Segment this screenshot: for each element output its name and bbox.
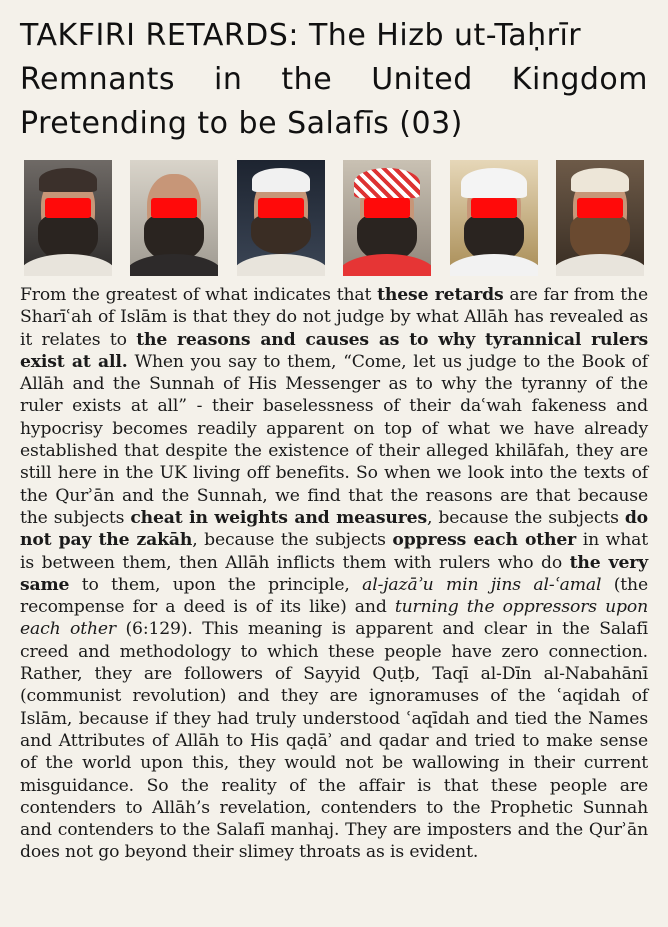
body-text: From the greatest of what indicates that <box>20 285 378 305</box>
emphasis-text: do not pay the zakāh <box>20 507 648 551</box>
emphasis-text: the very same <box>20 552 648 595</box>
photo-strip <box>20 160 648 276</box>
censored-portrait <box>343 160 431 276</box>
article-body <box>20 284 648 864</box>
body-text: are far from the Sharīʿah of Islām is that they do not judge by what Allāh has revealed as it relates to <box>20 285 648 350</box>
censor-bar <box>258 198 304 218</box>
italic-term: al-jazāʾu min jins al-ʿamal <box>362 574 602 595</box>
emphasis-text: oppress each other <box>392 530 577 551</box>
emphasis-text: cheat in weights and measures <box>130 507 427 528</box>
censored-portrait <box>130 160 218 276</box>
censor-bar <box>577 198 623 218</box>
title-line-2: Remnants in the United Kingdom <box>20 62 648 97</box>
body-text: to them, upon the principle, <box>69 574 363 595</box>
body-text: When you say to them, “Come, let us judge to the Book of Allāh and the Sunnah of His Messenger as to why the tyranny of the ruler exists at all” - their baselessness of their daʿwah fakeness and hypocrisy becomes readily apparent on top of what we have already established that despite the existence of their alleged khilāfah, they are still here in the UK living off benefits. So when we look into the texts of the Qurʾān and the Sunnah, we find that the reasons are that because the subjects <box>20 351 648 528</box>
title-line-3: Pretending to be Salafīs (03) <box>20 106 463 141</box>
italic-term: turning the oppressors upon each other <box>20 597 648 640</box>
title-line-1: TAKFIRI RETARDS: The Hizb ut-Taḥrīr <box>20 18 582 53</box>
body-text: in what is between them, then Allāh inflicts them with rulers who do <box>20 530 648 573</box>
page-title <box>20 14 648 146</box>
censored-portrait <box>556 160 644 276</box>
body-text: (the recompense for a deed is of its like) and <box>20 574 648 618</box>
emphasis-text: these retards <box>377 285 504 305</box>
censor-bar <box>364 198 410 218</box>
censored-portrait <box>237 160 325 276</box>
censored-portrait <box>450 160 538 276</box>
censor-bar <box>45 198 91 218</box>
body-text: (6:129). This meaning is apparent and clear in the Salafī creed and methodology to which these people have zero connection. Rather, they are followers of Sayyid Quṭb, Taqī al-Dīn al-Nabahānī (communist revolution) and they are ignoramuses of the ʿaqidah of Islām, because if they had truly understood ʿaqīdah and tied the Names and Attributes of Allāh to His qaḍāʾ and qadar and tried to make sense of the world upon this, they would not be wallowing in their current misguidance. So the reality of the affair is that these people are contenders to Allāh’s revelation, contenders to the Prophetic Sunnah and contenders to the Salafī manhaj. They are imposters and the Qurʾān does not go beyond their slimey throats as is evident. <box>20 619 648 863</box>
body-text: , because the subjects <box>192 530 393 551</box>
body-text: , because the subjects <box>427 507 625 528</box>
censored-portrait <box>24 160 112 276</box>
censor-bar <box>151 198 197 218</box>
censor-bar <box>471 198 517 218</box>
emphasis-text: the reasons and causes as to why tyrannical rulers exist at all. <box>20 329 649 372</box>
